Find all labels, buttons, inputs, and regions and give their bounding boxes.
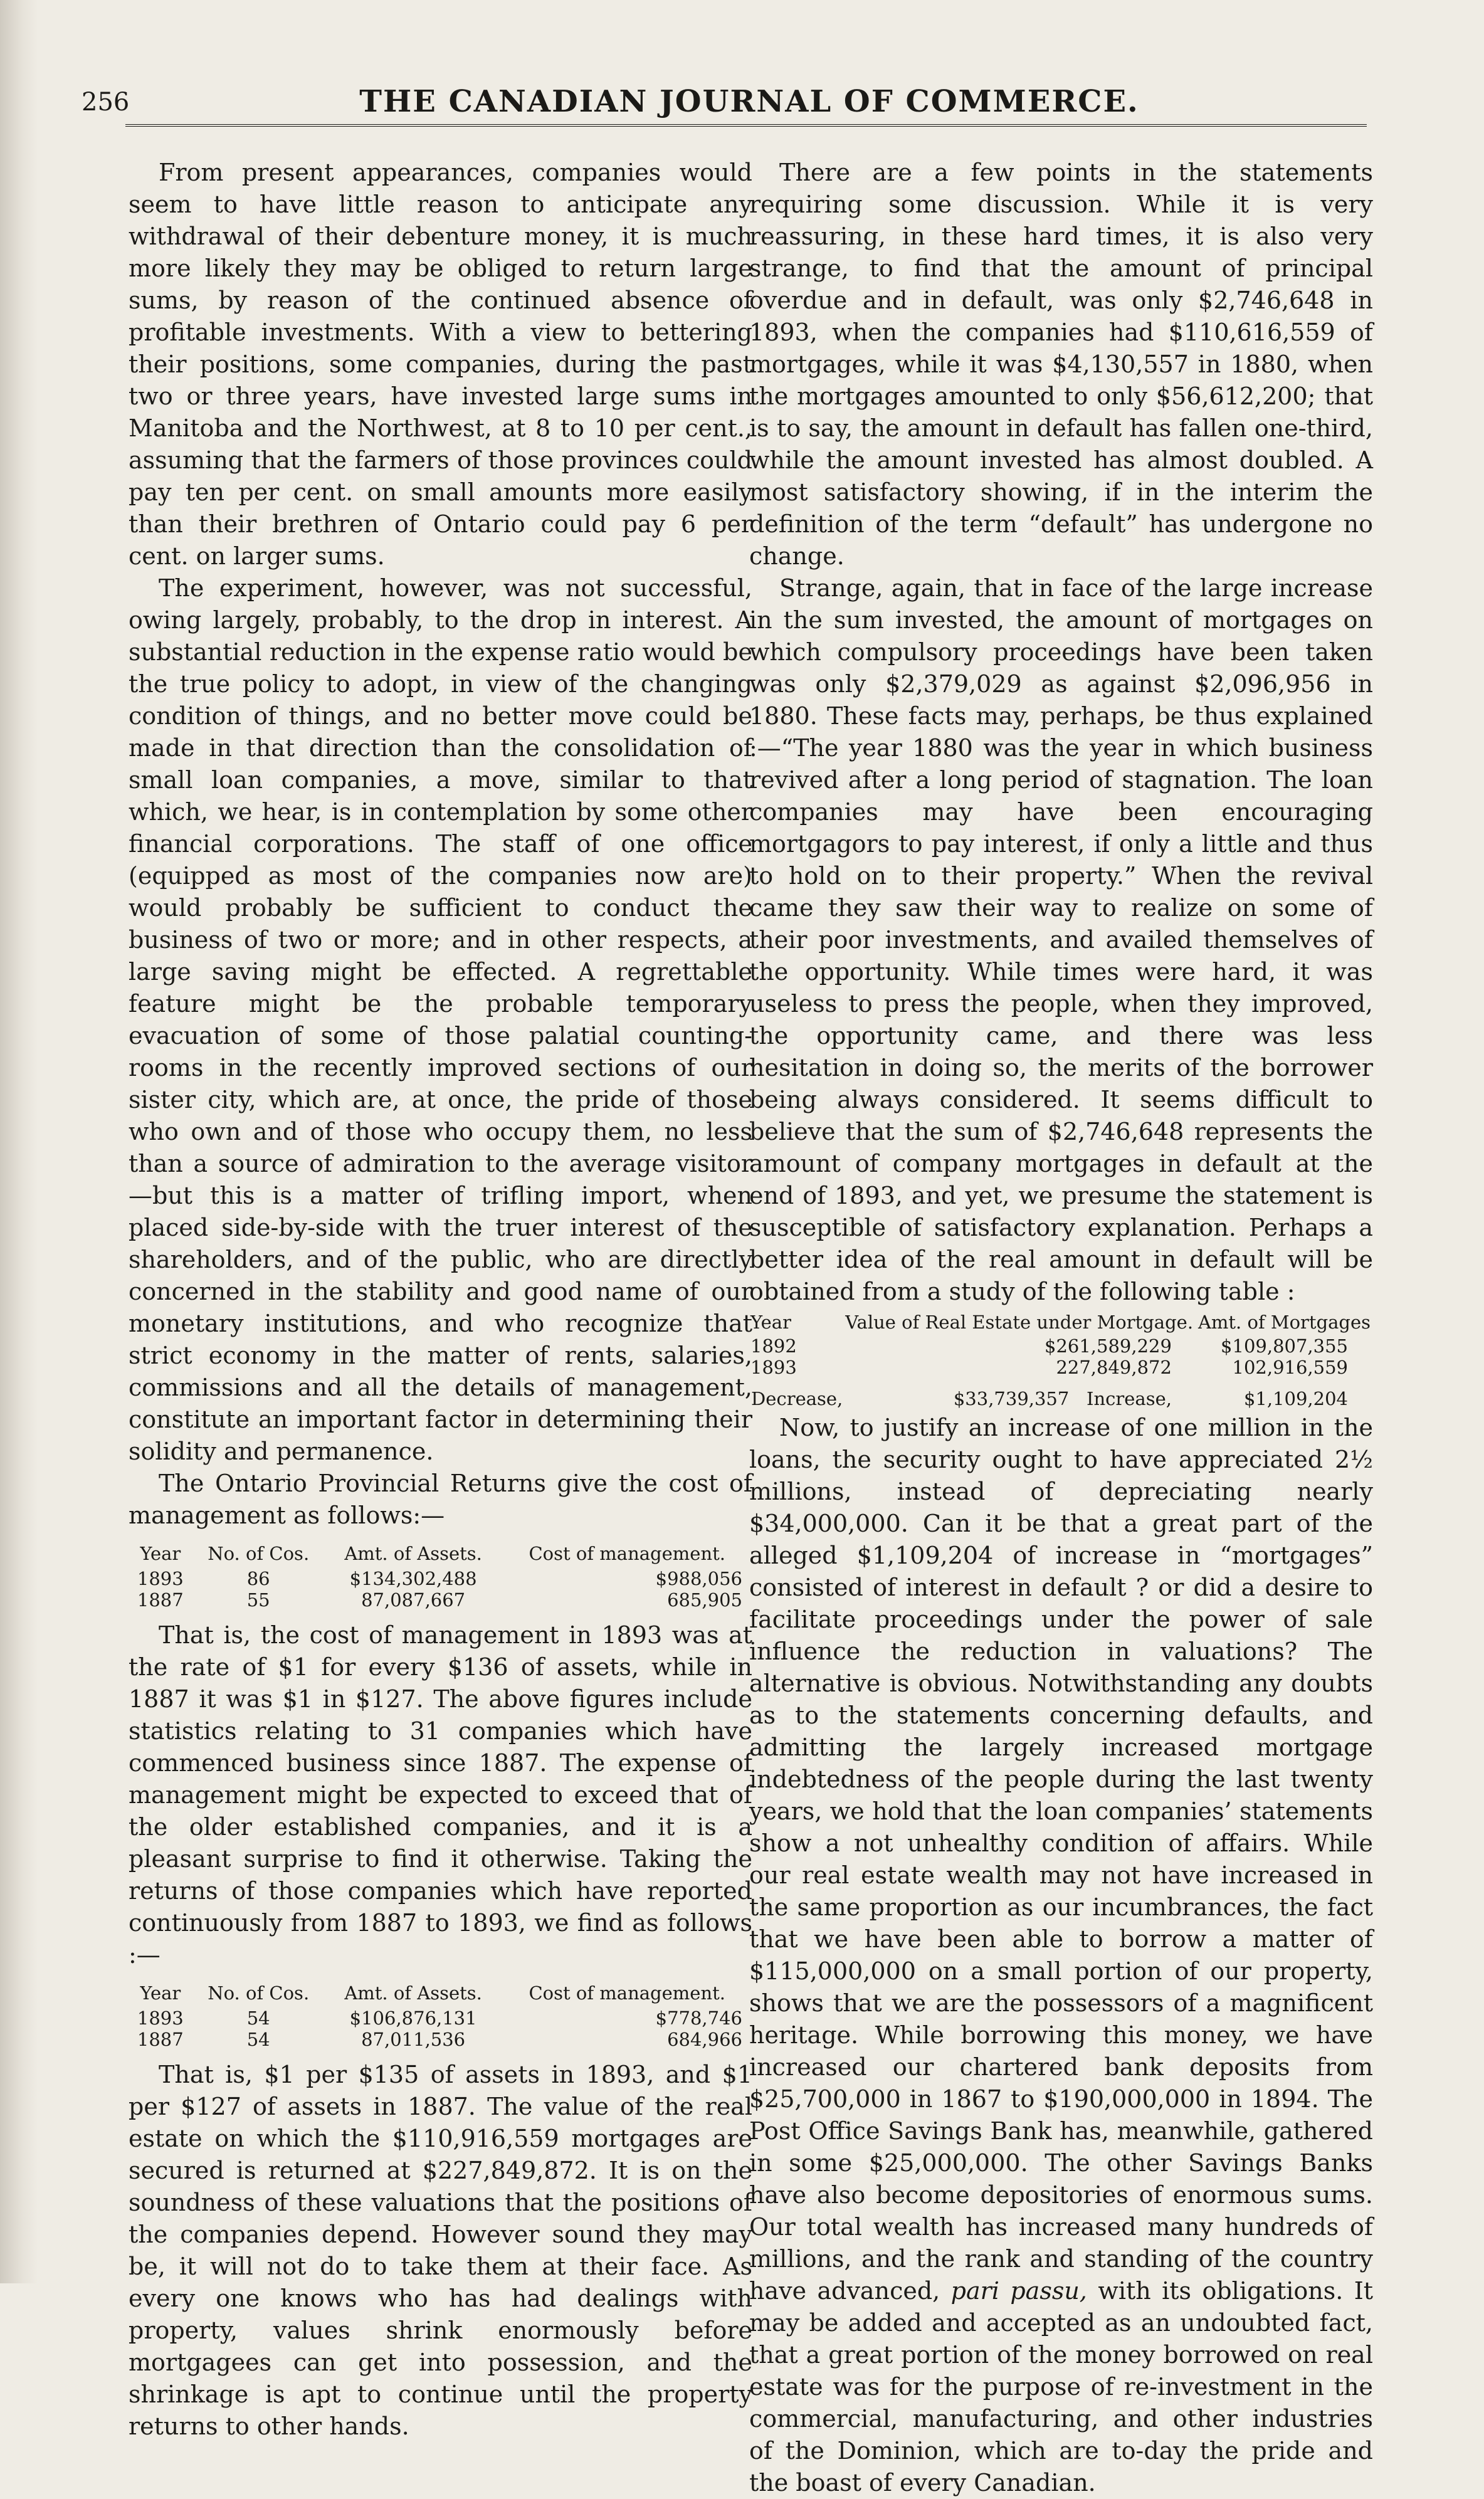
cell-companies: 54	[246, 2029, 270, 2050]
header-rule	[125, 124, 1367, 127]
col-header: Cost of management.	[529, 1543, 725, 1564]
journal-title: THE CANADIAN JOURNAL OF COMMERCE.	[359, 84, 1139, 119]
col-header: Amt. of Assets.	[344, 1982, 482, 2004]
table-row	[129, 2029, 752, 2050]
paragraph: The Ontario Provincial Returns give the cost of management as follows:—	[129, 1470, 752, 1529]
col-header: Amt. of Assets.	[344, 1543, 482, 1564]
cell-year: 1893	[750, 1357, 797, 1378]
paragraph: That is, $1 per $135 of assets in 1893, and $1 per $127 of assets in 1887. The value of the real estate on which the $110,916,559 mortgages are secured is returned at $227,849,872. It is on the soundness of these valuations that the positions of the companies depend. However sound they may be, it will not do to take them at their face. As every one knows who has had dealings with property, values shrink enormously before mortgagees can get into possession, and the shrinkage is apt to continue until the property returns to other hands.	[129, 2061, 752, 2440]
decrease-amount: $33,739,357	[953, 1388, 1070, 1409]
col-header: Cost of management.	[529, 1982, 725, 2004]
table-row	[129, 1589, 752, 1611]
increase-value: $1,109,204	[1243, 1388, 1348, 1409]
col-header: Year	[750, 1312, 791, 1333]
cell-assets: 87,087,667	[361, 1589, 466, 1611]
cell-real-estate-value: $261,589,229	[1045, 1335, 1172, 1357]
cell-cost: 684,966	[667, 2029, 742, 2050]
col-header: Amt. of Mortgages	[1197, 1312, 1371, 1333]
right-column	[749, 157, 1373, 2499]
cell-mortgage-amount: 102,916,559	[1232, 1357, 1348, 1378]
cell-cost: $778,746	[655, 2007, 742, 2029]
cell-companies: 86	[246, 1568, 270, 1589]
paragraph: From present appearances, companies would seem to have little reason to anticipate any withdrawal of their debenture money, it is much more likely they may be obliged to return large sums, by reason of the continued absence of profitable investments. With a view to bettering their positions, some companies, during the past two or three years, have invested large sums in Manitoba and the Northwest, at 8 to 10 per cent., assuming that the farmers of those provinces could pay ten per cent. on small amounts more easily than their brethren of Ontario could pay 6 per cent. on larger sums.	[129, 159, 752, 570]
table-row	[129, 2007, 752, 2029]
col-header: No. of Cos.	[208, 1543, 310, 1564]
col-header: No. of Cos.	[208, 1982, 310, 2004]
management-cost-table-continuous	[129, 1982, 752, 2050]
table-header-row	[129, 1982, 752, 2007]
decrease-label: Decrease,	[751, 1388, 843, 1409]
table-summary-row	[749, 1378, 1373, 1409]
decrease-value	[844, 1378, 1197, 1409]
cell-year: 1887	[137, 2029, 184, 2050]
cell-cost: 685,905	[667, 1589, 742, 1611]
cell-year: 1887	[137, 1589, 184, 1611]
cell-real-estate-value: 227,849,872	[1056, 1357, 1172, 1378]
cell-year: 1893	[137, 2007, 184, 2029]
paragraph: That is, the cost of management in 1893 was at the rate of $1 for every $136 of assets, while in 1887 it was $1 in $127. The above figures include statistics relating to 31 companies which have commenced business since 1887. The expense of management might be expected to exceed that of the older established companies, and it is a pleasant surprise to find it otherwise. Taking the returns of those companies which have reported continuously from 1887 to 1893, we find as follows :—	[129, 1621, 752, 1969]
management-cost-table-all	[129, 1543, 752, 1611]
cell-mortgage-amount: $109,807,355	[1221, 1335, 1348, 1357]
cell-assets: 87,011,536	[361, 2029, 466, 2050]
increase-label: Increase,	[1087, 1388, 1172, 1409]
paragraph: There are a few points in the statements requiring some discussion. While it is very reassuring, in these hard times, it is also very strange, to find that the amount of principal overdue and in default, was only $2,746,648 in 1893, when the companies had $110,616,559 of mortgages, while it was $4,130,557 in 1880, when the mortgages amounted to only $56,612,200; that is to say, the amount in default has fallen one-third, while the amount invested has almost doubled. A most satisfactory showing, if in the interim the definition of the term “default” has undergone no change.	[749, 159, 1373, 570]
table-header-row	[749, 1312, 1373, 1335]
page-binding-shadow	[0, 0, 38, 2283]
table-row	[749, 1335, 1373, 1357]
col-header: Year	[140, 1543, 181, 1564]
cell-year: 1893	[137, 1568, 184, 1589]
paragraph	[749, 1412, 1373, 2499]
cell-companies: 54	[246, 2007, 270, 2029]
paragraph: The experiment, however, was not successful, owing largely, probably, to the drop in interest. A substantial reduction in the expense ratio would be the true policy to adopt, in view of the changing condition of things, and no better move could be made in that direction than the consolidation of small loan companies, a move, similar to that which, we hear, is in contemplation by some other financial corporations. The staff of one office (equipped as most of the companies now are) would probably be sufficient to conduct the business of two or more; and in other respects, a large saving might be effected. A regrettable feature might be the probable temporary evacuation of some of those palatial counting-rooms in the recently improved sections of our sister city, which are, at once, the pride of those who own and of those who occupy them, no less than a source of admiration to the average visitor—but this is a matter of trifling import, when placed side-by-side with the truer interest of the shareholders, and of the public, who are directly concerned in the stability and good name of our monetary institutions, and who recognize that strict economy in the matter of rents, salaries, commissions and all the details of management, constitute an important factor in determining their solidity and permanence.	[129, 574, 752, 1465]
paragraph-text: Now, to justify an increase of one million in the loans, the security ought to have appreciated 2½ millions, instead of depreciating nearly $34,000,000. Can it be that a great part of the alleged $1,109,204 of increase in “mortgages” consisted of interest in default ? or did a desire to facilitate proceedings under the power of sale influence the reduction in valuations? The alternative is obvious. Notwithstanding any doubts as to the statements concerning defaults, and admitting the largely increased mortgage indebtedness of the people during the last twenty years, we hold that the loan companies’ statements show a not unhealthy condition of affairs. While our real estate wealth may not have increased in the same proportion as our incumbrances, the fact that we have been able to borrow a matter of $115,000,000 on a small portion of our property, shows that we are the possessors of a magnificent heritage. While borrowing this money, we have increased our chartered bank deposits from $25,700,000 in 1867 to $190,000,000 in 1894. The Post Office Savings Bank has, meanwhile, gathered in some $25,000,000. The other Savings Banks have also become depositories of enormous sums. Our total wealth has increased many hundreds of millions, and the rank and standing of the country have advanced,	[749, 1414, 1373, 2305]
paragraph-text-end: with its obligations. It may be added and accepted as an undoubted fact, that a great portion of the money borrowed on real estate was for the purpose of re-investment in the commercial, manufacturing, and other industries of the Dominion, which are to-day the pride and the boast of every Canadian.	[749, 2277, 1373, 2496]
mortgage-valuation-table	[749, 1312, 1373, 1409]
left-column	[129, 157, 752, 2443]
paragraph: Strange, again, that in face of the large increase in the sum invested, the amount of mortgages on which compulsory proceedings have been taken was only $2,379,029 as against $2,096,956 in 1880. These facts may, perhaps, be thus explained :—“The year 1880 was the year in which business revived after a long period of stagnation. The loan companies may have been encouraging mortgagors to pay interest, if only a little and thus to hold on to their property.” When the revival came they saw their way to realize on some of their poor investments, and availed themselves of the opportunity. While times were hard, it was useless to press the people, when they improved, the opportunity came, and there was less hesitation in doing so, the merits of the borrower being always considered. It seems difficult to believe that the sum of $2,746,648 represents the amount of company mortgages in default at the end of 1893, and yet, we presume the statement is susceptible of satisfactory explanation. Perhaps a better idea of the real amount in default will be obtained from a study of the following table :	[749, 574, 1373, 1305]
col-header: Year	[140, 1982, 181, 2004]
latin-phrase: pari passu,	[950, 2277, 1087, 2305]
cell-companies: 55	[246, 1589, 270, 1611]
table-header-row	[129, 1543, 752, 1568]
table-row	[129, 1568, 752, 1589]
cell-assets: $106,876,131	[349, 2007, 477, 2029]
cell-year: 1892	[750, 1335, 797, 1357]
col-header: Value of Real Estate under Mortgage.	[845, 1312, 1194, 1333]
cell-assets: $134,302,488	[349, 1568, 477, 1589]
page-header	[82, 82, 1417, 125]
cell-cost: $988,056	[655, 1568, 742, 1589]
table-row	[749, 1357, 1373, 1378]
page-number: 256	[82, 88, 130, 117]
